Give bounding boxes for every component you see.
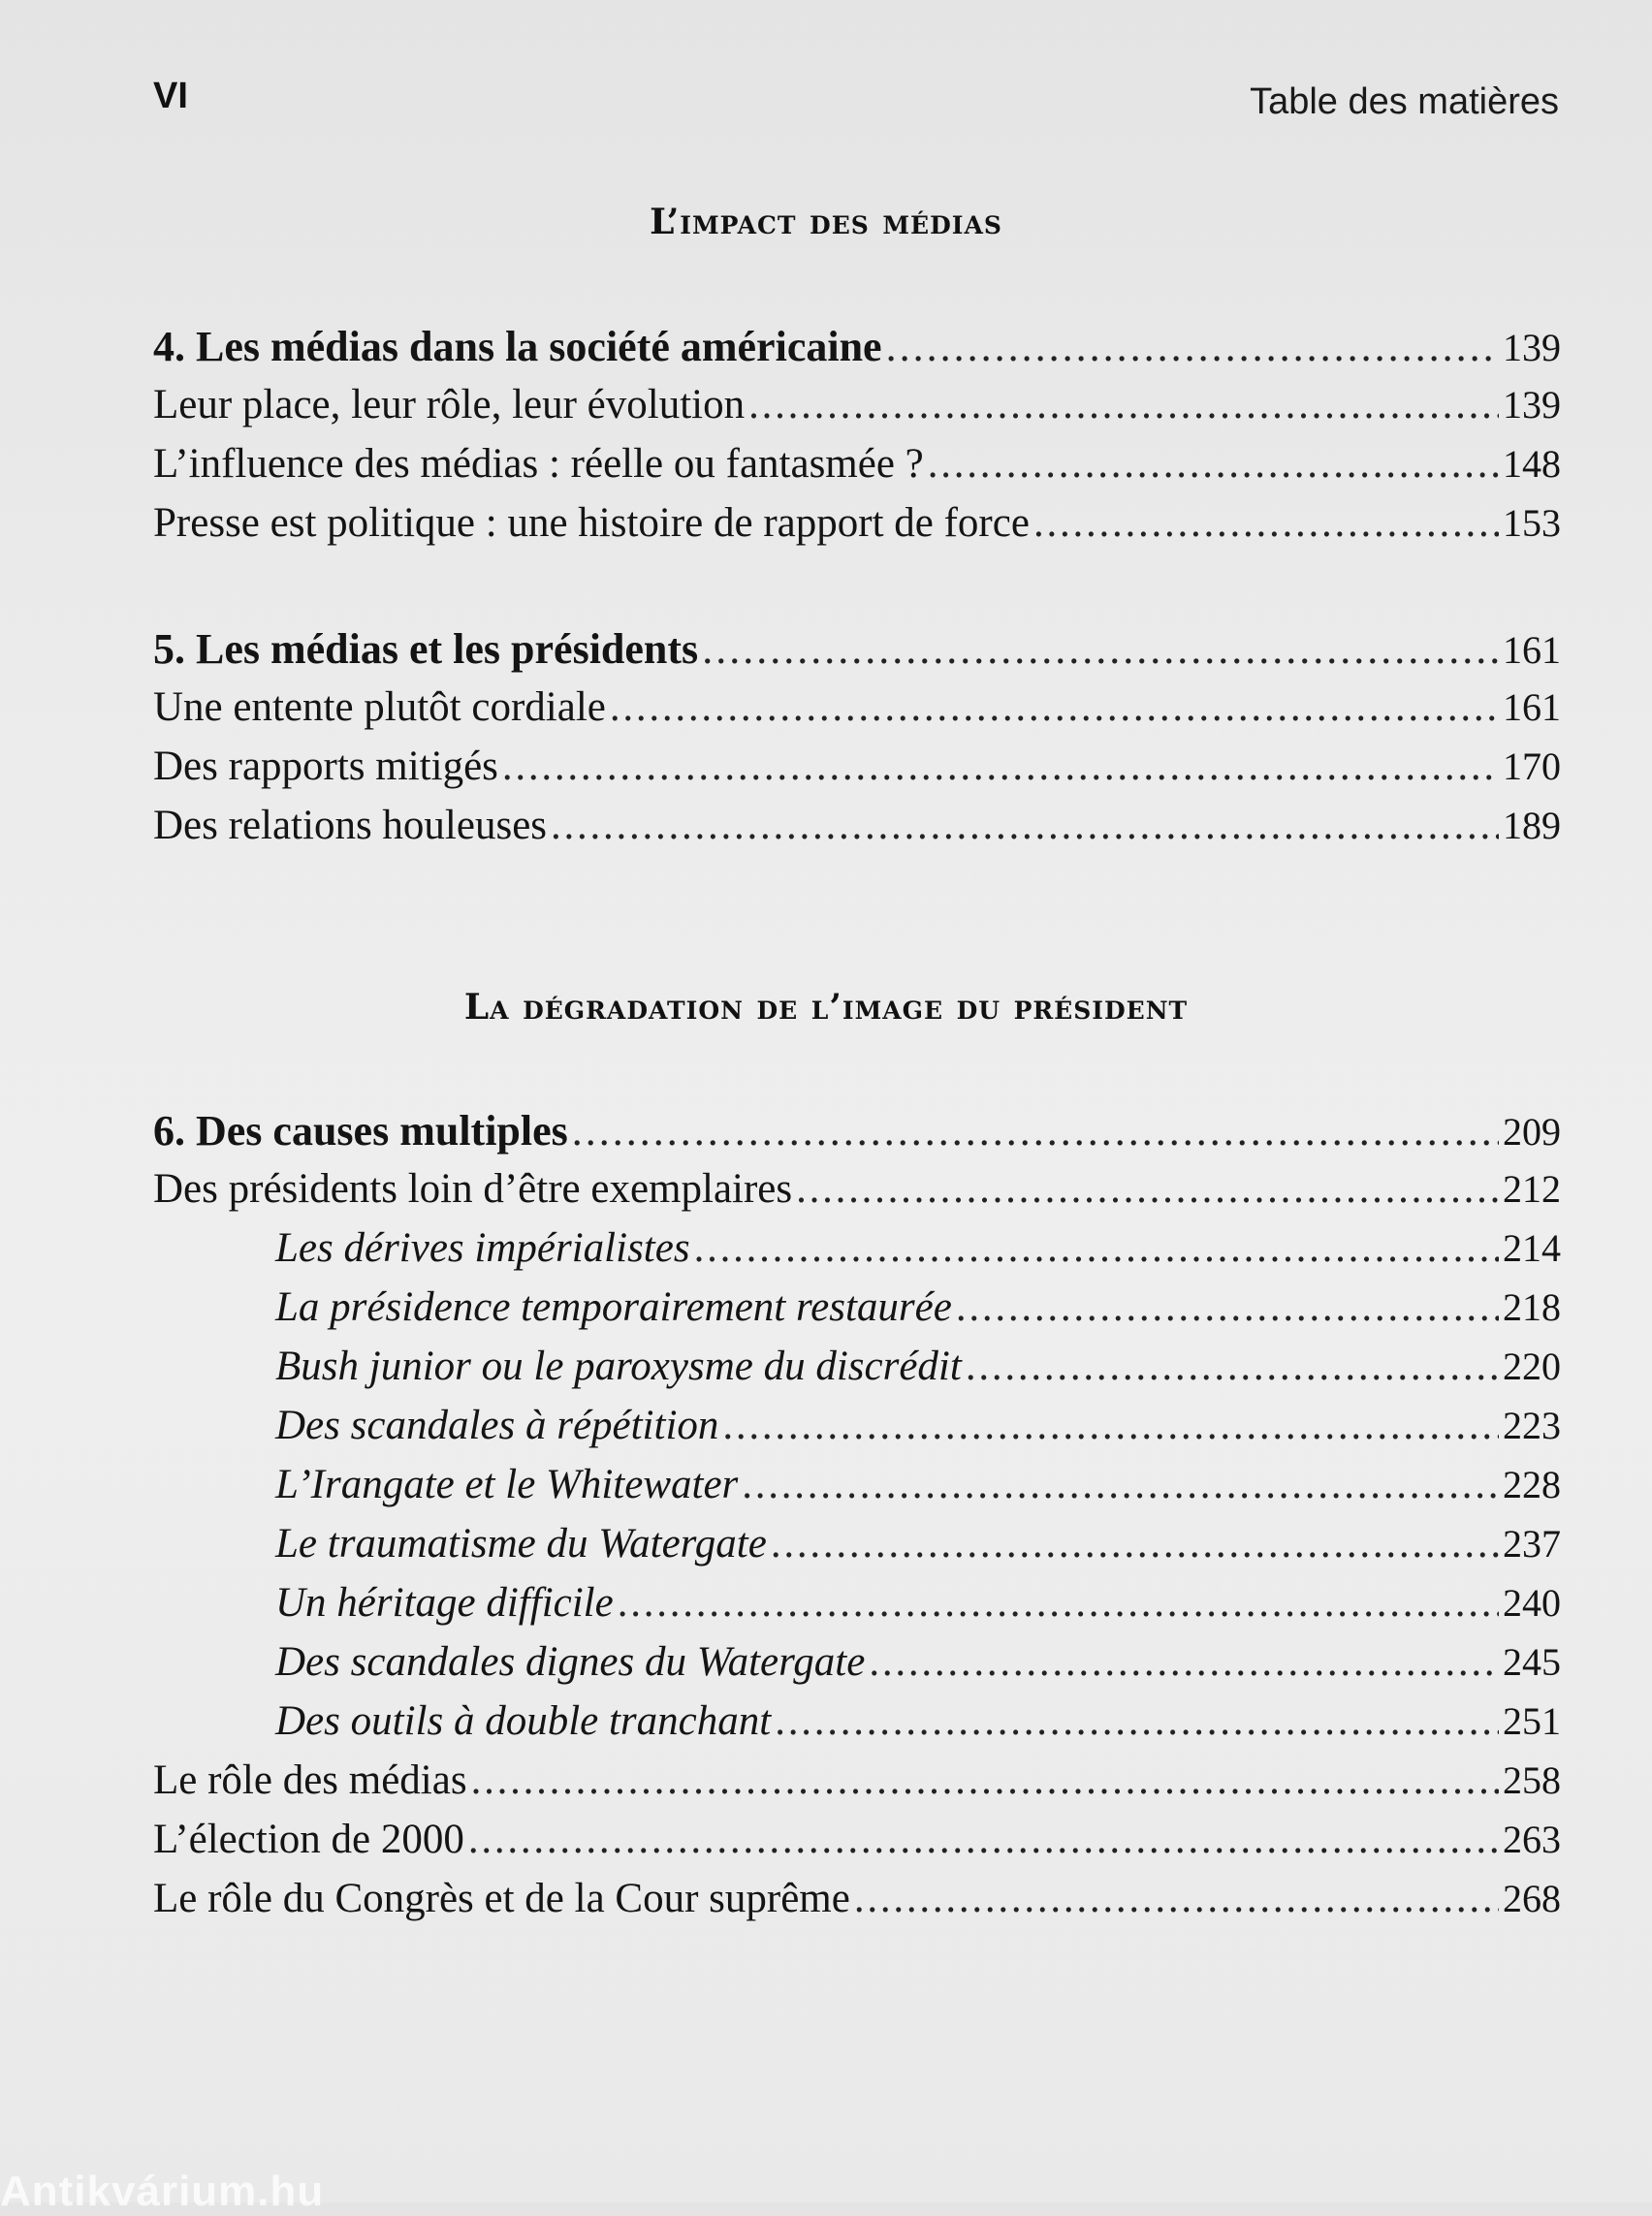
dot-leader <box>771 1520 1499 1567</box>
toc-entry-label: L’élection de 2000 <box>153 1817 464 1862</box>
toc-entry-page: 139 <box>1503 326 1561 369</box>
dot-leader <box>1033 499 1499 547</box>
toc-entry-page: 214 <box>1503 1226 1561 1270</box>
toc-entry-page: 251 <box>1503 1699 1561 1743</box>
toc-entry-page: 263 <box>1503 1818 1561 1861</box>
dot-leader <box>748 381 1499 428</box>
toc-entry[interactable] <box>153 1106 1561 1165</box>
toc-entry[interactable] <box>153 802 1561 861</box>
toc-entry[interactable] <box>153 1638 1561 1697</box>
toc-entry-page: 220 <box>1503 1345 1561 1388</box>
toc-entry[interactable] <box>153 440 1561 499</box>
toc-entry-label: Des rapports mitigés <box>153 744 498 789</box>
toc-entry-label: Bush junior ou le paroxysme du discrédit <box>275 1344 962 1389</box>
toc-entry[interactable] <box>153 322 1561 381</box>
toc-entry-label: Des relations houleuses <box>153 803 548 848</box>
section-title-impact: L’impact des médias <box>650 202 1002 242</box>
toc-entry-label: Des scandales dignes du Watergate <box>275 1639 866 1685</box>
toc-entry-page: 161 <box>1503 685 1561 729</box>
toc-entry[interactable] <box>153 1816 1561 1875</box>
toc-entry-page: 240 <box>1503 1581 1561 1625</box>
toc-entry-label: 5. Les médias et les présidents <box>153 625 699 673</box>
toc-entry-label: Le traumatisme du Watergate <box>275 1521 767 1567</box>
toc-entry[interactable] <box>153 499 1561 558</box>
toc-group-chapter-5 <box>153 624 1561 861</box>
dot-leader <box>742 1461 1499 1508</box>
toc-entry-page: 161 <box>1503 628 1561 672</box>
toc-entry[interactable] <box>153 1165 1561 1224</box>
dot-leader <box>618 1579 1499 1627</box>
dot-leader <box>572 1106 1499 1155</box>
page-number: VI <box>153 76 188 116</box>
toc-entry-label: L’influence des médias : réelle ou fantasmée ? <box>153 441 924 487</box>
toc-entry[interactable] <box>153 1757 1561 1816</box>
toc-entry[interactable] <box>153 1697 1561 1757</box>
dot-leader <box>956 1283 1499 1331</box>
dot-leader <box>775 1697 1499 1745</box>
toc-entry[interactable] <box>153 1520 1561 1579</box>
dot-leader <box>928 440 1499 488</box>
toc-entry-label: Une entente plutôt cordiale <box>153 684 606 730</box>
toc-group-chapter-4 <box>153 322 1561 558</box>
toc-entry-label: La présidence temporairement restaurée <box>275 1284 952 1330</box>
toc-entry-page: 237 <box>1503 1522 1561 1566</box>
toc-entry-page: 148 <box>1503 442 1561 486</box>
toc-entry-page: 139 <box>1503 383 1561 427</box>
toc-entry-label: Le rôle du Congrès et de la Cour suprême <box>153 1876 850 1921</box>
dot-leader <box>702 624 1499 674</box>
dot-leader <box>610 683 1499 731</box>
toc-entry-page: 212 <box>1503 1167 1561 1211</box>
toc-entry[interactable] <box>153 1283 1561 1343</box>
toc-entry-page: 223 <box>1503 1404 1561 1447</box>
dot-leader <box>551 802 1499 849</box>
toc-entry[interactable] <box>153 381 1561 440</box>
toc-entry[interactable] <box>153 683 1561 743</box>
toc-entry[interactable] <box>153 624 1561 683</box>
toc-entry-label: Des présidents loin d’être exemplaires <box>153 1166 793 1212</box>
toc-entry-label: Leur place, leur rôle, leur évolution <box>153 382 746 427</box>
dot-leader <box>471 1757 1499 1804</box>
toc-entry-page: 258 <box>1503 1758 1561 1802</box>
toc-entry-page: 245 <box>1503 1640 1561 1684</box>
toc-entry[interactable] <box>153 1402 1561 1461</box>
toc-entry-label: 4. Les médias dans la société américaine <box>153 323 882 370</box>
toc-entry[interactable] <box>153 1461 1561 1520</box>
toc-entry-page: 218 <box>1503 1285 1561 1329</box>
toc-group-chapter-6 <box>153 1106 1561 1934</box>
toc-entry-label: Un héritage difficile <box>275 1580 614 1626</box>
toc-entry-label: 6. Des causes multiples <box>153 1107 568 1155</box>
dot-leader <box>886 322 1499 371</box>
toc-entry-label: L’Irangate et le Whitewater <box>275 1462 739 1507</box>
toc-entry-label: Des outils à double tranchant <box>275 1698 772 1744</box>
running-title: Table des matières <box>1250 81 1559 122</box>
dot-leader <box>854 1875 1499 1922</box>
toc-entry-label: Des scandales à répétition <box>275 1403 719 1448</box>
toc-entry[interactable] <box>153 1343 1561 1402</box>
toc-entry-label: Les dérives impérialistes <box>275 1225 690 1271</box>
section-title-degradation: La dégradation de l’image du président <box>463 987 1189 1028</box>
toc-entry-page: 153 <box>1503 501 1561 545</box>
toc-entry-label: Presse est politique : une histoire de rapport de force <box>153 500 1030 546</box>
watermark: Antikvárium.hu <box>0 2168 325 2215</box>
toc-entry[interactable] <box>153 743 1561 802</box>
dot-leader <box>722 1402 1499 1449</box>
toc-entry[interactable] <box>153 1224 1561 1283</box>
dot-leader <box>694 1224 1499 1272</box>
dot-leader <box>468 1816 1499 1863</box>
toc-entry-page: 268 <box>1503 1877 1561 1920</box>
toc-entry-page: 189 <box>1503 804 1561 847</box>
toc-entry[interactable] <box>153 1875 1561 1934</box>
dot-leader <box>796 1165 1499 1213</box>
dot-leader <box>502 743 1499 790</box>
toc-entry-page: 170 <box>1503 744 1561 788</box>
dot-leader <box>869 1638 1499 1686</box>
toc-entry-page: 209 <box>1503 1110 1561 1154</box>
toc-entry-page: 228 <box>1503 1463 1561 1506</box>
toc-entry[interactable] <box>153 1579 1561 1638</box>
toc-entry-label: Le rôle des médias <box>153 1757 467 1803</box>
dot-leader <box>966 1343 1499 1390</box>
